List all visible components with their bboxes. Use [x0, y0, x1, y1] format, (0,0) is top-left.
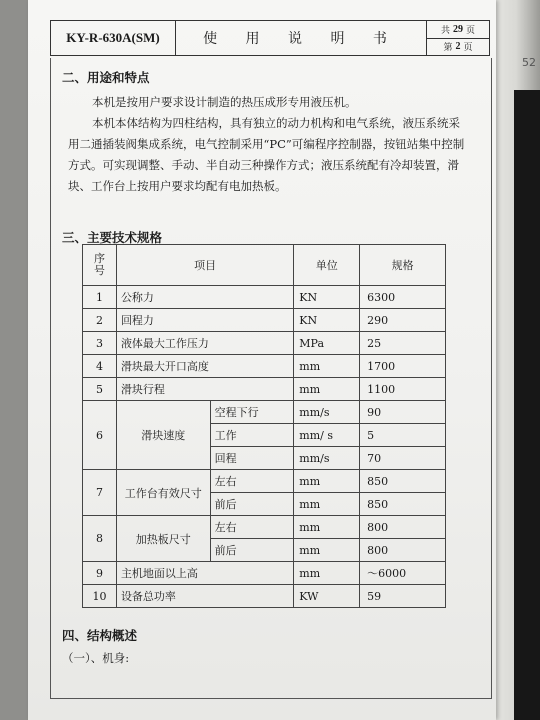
row-subitem: 左右 — [210, 516, 294, 539]
row-unit: mm — [294, 516, 360, 539]
table-row — [83, 470, 446, 493]
current-page: 第 2 页 — [443, 41, 473, 54]
row-no: 7 — [83, 470, 117, 516]
row-unit: mm/s — [294, 401, 360, 424]
row-spec: 1100 — [360, 378, 446, 401]
row-no: 3 — [83, 332, 117, 355]
usage-paragraph-1: 本机是按用户要求设计制造的热压成形专用液压机。 — [92, 95, 357, 109]
row-no: 1 — [83, 286, 117, 309]
title-block — [50, 20, 490, 56]
table-row — [83, 378, 446, 401]
usage-paragraph-2: 本机本体结构为四柱结构，具有独立的动力机构和电气系统，液压系统采用二通插装阀集成系统，电气控制采用“PC”可编程序控制器，按钮站集中控制方式。可实现调整、手动、半自动三种操作方式；液压系统配有冷却装置，滑块、工作台上按用户要求均配有电加热板。 — [68, 116, 465, 193]
row-no: 6 — [83, 401, 117, 470]
row-item: 公称力 — [116, 286, 293, 309]
row-item: 滑块行程 — [116, 378, 293, 401]
table-row — [83, 516, 446, 539]
background-dark-object — [514, 90, 540, 720]
row-unit: KN — [294, 309, 360, 332]
doc-title: 使 用 说 明 书 — [176, 21, 427, 55]
header-spec: 规格 — [360, 245, 446, 286]
page-counter — [427, 21, 489, 55]
total-pages: 共 29 页 — [427, 21, 489, 39]
row-subitem: 左右 — [210, 470, 294, 493]
row-item: 主机地面以上高 — [116, 562, 293, 585]
section-heading-structure: 四、结构概述 — [62, 628, 138, 643]
table-row — [83, 286, 446, 309]
document-page — [28, 0, 496, 720]
row-unit: mm — [294, 562, 360, 585]
row-spec: 850 — [360, 493, 446, 516]
row-item: 液体最大工作压力 — [116, 332, 293, 355]
row-spec: 59 — [360, 585, 446, 608]
row-spec: ～6000 — [360, 562, 446, 585]
doc-number: KY-R-630A(SM) — [51, 21, 176, 55]
row-no: 9 — [83, 562, 117, 585]
section-usage-body — [68, 92, 468, 197]
row-spec: 90 — [360, 401, 446, 424]
row-unit: KW — [294, 585, 360, 608]
header-unit: 单位 — [294, 245, 360, 286]
row-spec: 290 — [360, 309, 446, 332]
table-row — [83, 332, 446, 355]
row-spec: 800 — [360, 516, 446, 539]
row-subitem: 前后 — [210, 493, 294, 516]
table-row — [83, 562, 446, 585]
row-spec: 850 — [360, 470, 446, 493]
row-unit: MPa — [294, 332, 360, 355]
spec-table — [82, 244, 446, 608]
row-unit: mm — [294, 355, 360, 378]
table-row — [83, 401, 446, 424]
row-no: 5 — [83, 378, 117, 401]
row-spec: 6300 — [360, 286, 446, 309]
row-subitem: 回程 — [210, 447, 294, 470]
subsection-body-label: （一）、机身: — [62, 651, 130, 665]
row-subitem: 前后 — [210, 539, 294, 562]
row-unit: mm — [294, 378, 360, 401]
row-spec: 1700 — [360, 355, 446, 378]
row-spec: 70 — [360, 447, 446, 470]
row-item: 滑块最大开口高度 — [116, 355, 293, 378]
table-row — [83, 355, 446, 378]
row-item: 设备总功率 — [116, 585, 293, 608]
row-item: 工作台有效尺寸 — [116, 470, 210, 516]
section-heading-specs: 三、主要技术规格 — [62, 230, 163, 245]
row-subitem: 空程下行 — [210, 401, 294, 424]
row-subitem: 工作 — [210, 424, 294, 447]
row-no: 4 — [83, 355, 117, 378]
row-unit: KN — [294, 286, 360, 309]
section-heading-usage: 二、用途和特点 — [62, 70, 150, 85]
header-no: 序 号 — [83, 245, 117, 286]
row-unit: mm — [294, 493, 360, 516]
row-no: 2 — [83, 309, 117, 332]
row-unit: mm — [294, 539, 360, 562]
row-unit: mm — [294, 470, 360, 493]
row-spec: 800 — [360, 539, 446, 562]
table-row — [83, 309, 446, 332]
row-no: 10 — [83, 585, 117, 608]
row-unit: mm/ s — [294, 424, 360, 447]
table-row — [83, 585, 446, 608]
row-item: 滑块速度 — [116, 401, 210, 470]
row-spec: 25 — [360, 332, 446, 355]
header-item: 项目 — [116, 245, 293, 286]
row-no: 8 — [83, 516, 117, 562]
row-item: 回程力 — [116, 309, 293, 332]
row-spec: 5 — [360, 424, 446, 447]
row-item: 加热板尺寸 — [116, 516, 210, 562]
row-unit: mm/s — [294, 447, 360, 470]
edge-handwriting: 52 — [522, 56, 536, 69]
table-header-row — [83, 245, 446, 286]
